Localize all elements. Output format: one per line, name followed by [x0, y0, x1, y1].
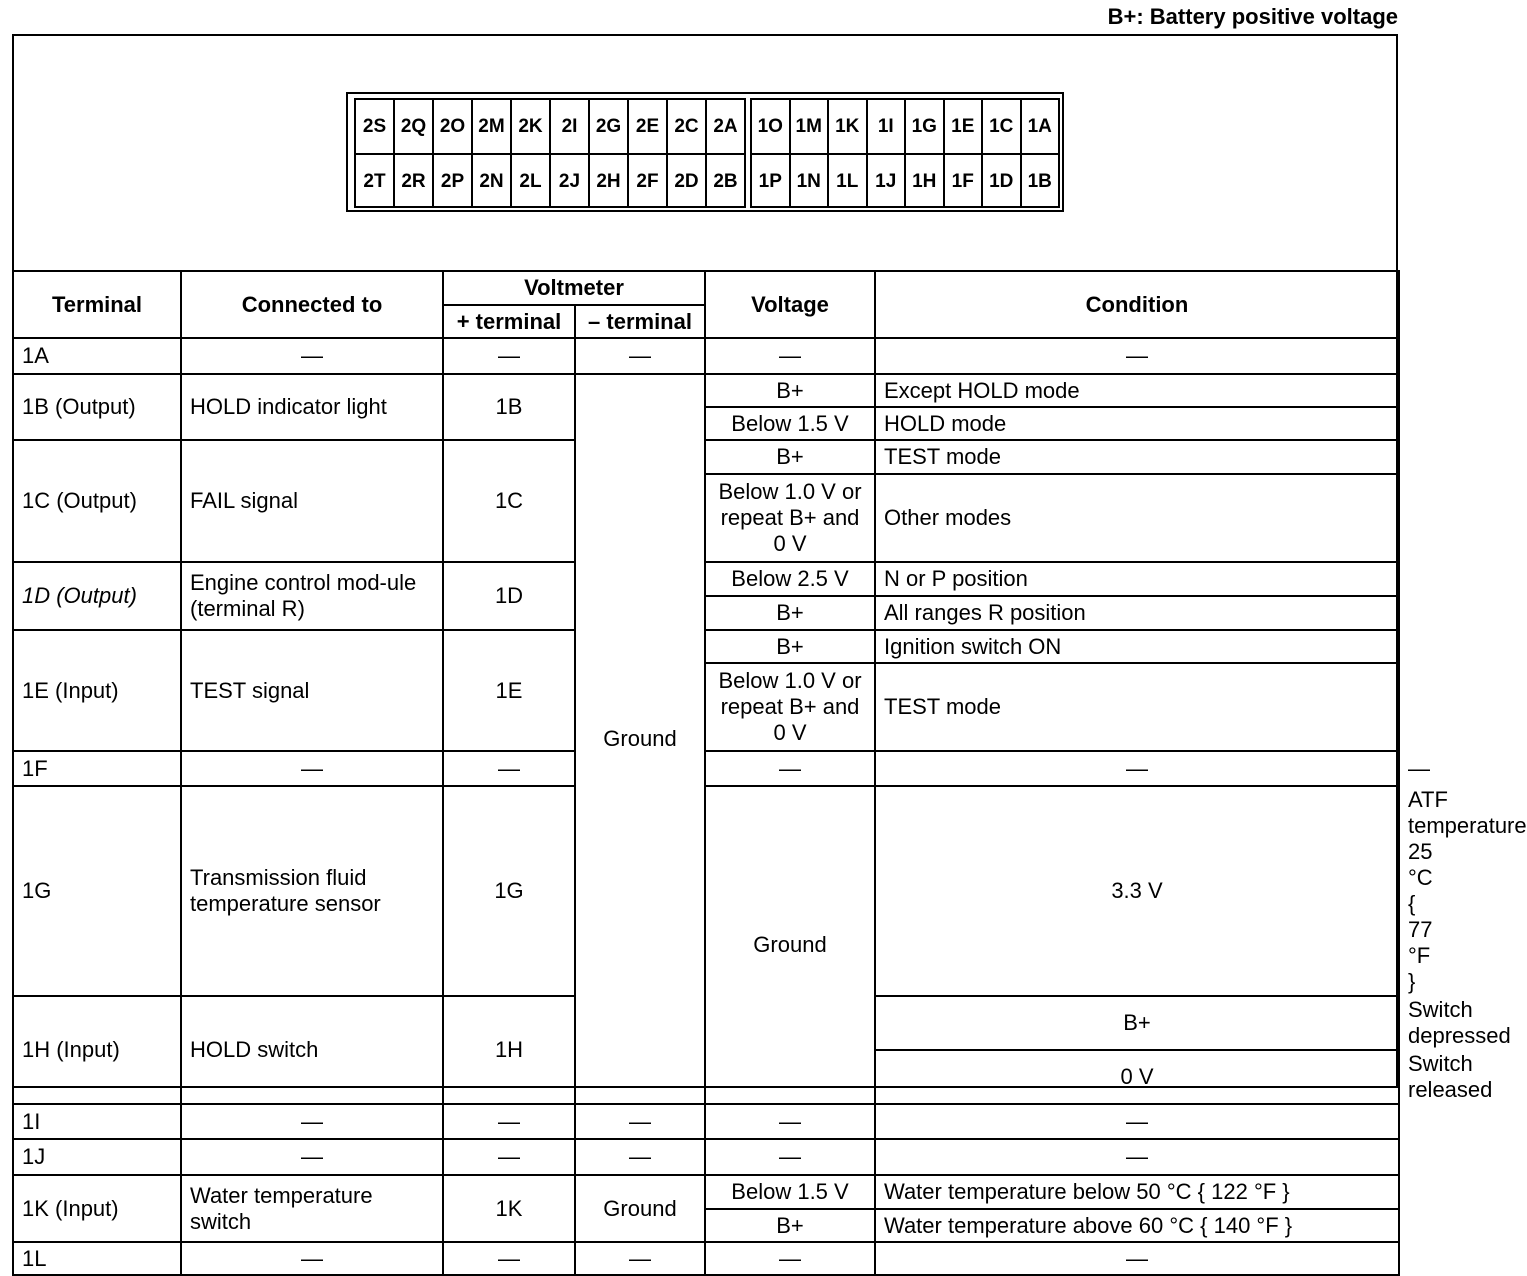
table-row — [13, 630, 1399, 663]
legend-note: B+: Battery positive voltage — [1107, 4, 1398, 29]
table-row — [13, 1104, 1399, 1139]
connector-pin: 1K — [829, 100, 868, 153]
connector-pin: 1H — [906, 155, 945, 208]
header-terminal: Terminal — [13, 271, 181, 338]
ground-cell: Ground — [575, 1175, 705, 1242]
dash-cell: — — [875, 751, 1399, 786]
dash-cell: — — [181, 751, 443, 786]
connector-pin: 1P — [752, 155, 791, 208]
table-row — [13, 562, 1399, 596]
dash-cell: — — [575, 338, 705, 374]
connector-pin: 2K — [512, 100, 551, 153]
table-row — [13, 338, 1399, 374]
voltage-cell: B+ — [705, 374, 875, 407]
ground-cell: Ground — [575, 374, 705, 1104]
dash-cell: — — [875, 1242, 1399, 1275]
dash-cell: — — [443, 1242, 575, 1275]
connector-pin: 2T — [356, 155, 395, 208]
connector-pin: 2G — [590, 100, 629, 153]
connector-diagram — [346, 92, 1064, 212]
connector-pin: 2F — [629, 155, 668, 208]
table-row — [13, 440, 1399, 474]
condition-cell: TEST mode — [875, 663, 1399, 751]
connector-pin: 2S — [356, 100, 395, 153]
terminal-cell: 1A — [13, 338, 181, 374]
terminal-cell: 1B (Output) — [13, 374, 181, 440]
table-row — [13, 1175, 1399, 1209]
voltage-cell: Below 1.0 V or repeat B+ and 0 V — [705, 474, 875, 562]
plus-terminal-cell: 1K — [443, 1175, 575, 1242]
voltage-cell: Below 1.0 V or repeat B+ and 0 V — [705, 663, 875, 751]
header-condition: Condition — [875, 271, 1399, 338]
condition-cell: Other modes — [875, 474, 1399, 562]
plus-terminal-cell: 1H — [443, 996, 575, 1104]
voltage-cell: 0 V — [875, 1050, 1399, 1104]
condition-cell: N or P position — [875, 562, 1399, 596]
header-connected-to: Connected to — [181, 271, 443, 338]
dash-cell: — — [181, 1139, 443, 1175]
connector-pin: 2R — [395, 155, 434, 208]
terminal-cell: 1K (Input) — [13, 1175, 181, 1242]
connector-pin: 2E — [629, 100, 668, 153]
connector-pin: 2I — [551, 100, 590, 153]
dash-cell: — — [443, 338, 575, 374]
dash-cell: — — [443, 1139, 575, 1175]
header-plus-terminal: + terminal — [443, 305, 575, 338]
dash-cell: — — [875, 338, 1399, 374]
voltage-cell: B+ — [705, 630, 875, 663]
connector-pin: 2P — [434, 155, 473, 208]
connector-pin: 2N — [473, 155, 512, 208]
voltage-cell: B+ — [705, 440, 875, 474]
connector-pin: 1M — [791, 100, 830, 153]
dash-cell: — — [181, 338, 443, 374]
connector-group-1 — [750, 98, 1060, 208]
table-row — [13, 374, 1399, 407]
condition-cell: Water temperature above 60 °C { 140 °F } — [875, 1209, 1399, 1242]
terminal-cell: 1I — [13, 1104, 181, 1139]
plus-terminal-cell: 1E — [443, 630, 575, 751]
connector-pin: 2A — [713, 115, 738, 137]
plus-terminal-cell: 1B — [443, 374, 575, 440]
connector-pin: 1N — [791, 155, 830, 208]
voltage-cell: 3.3 V — [875, 786, 1399, 996]
connector-pin: 1L — [829, 155, 868, 208]
connector-pin: 1F — [945, 155, 984, 208]
voltage-cell: B+ — [705, 1209, 875, 1242]
connector-pin: 2L — [512, 155, 551, 208]
header-voltage: Voltage — [705, 271, 875, 338]
connector-pin: 1G — [906, 100, 945, 153]
connector-pin: 1A — [1027, 115, 1052, 137]
condition-cell: HOLD mode — [875, 407, 1399, 440]
connected-cell: HOLD indicator light — [181, 374, 443, 440]
voltage-cell: Below 1.5 V — [705, 1175, 875, 1209]
connector-pin: 2Q — [395, 100, 434, 153]
connected-cell: Transmission fluid temperature sensor — [181, 786, 443, 996]
connector-pin: 2H — [590, 155, 629, 208]
connector-group-2 — [354, 98, 746, 208]
terminal-cell: 1H (Input) — [13, 996, 181, 1104]
connected-cell: TEST signal — [181, 630, 443, 751]
dash-cell: — — [181, 1104, 443, 1139]
terminal-cell: 1D (Output) — [13, 562, 181, 630]
dash-cell: — — [443, 1104, 575, 1139]
header-voltmeter: Voltmeter — [443, 271, 705, 305]
connector-pin: 1E — [945, 100, 984, 153]
condition-cell: TEST mode — [875, 440, 1399, 474]
terminal-cell: 1J — [13, 1139, 181, 1175]
dash-cell: — — [705, 1242, 875, 1275]
terminal-voltage-table — [12, 270, 1527, 1276]
connector-pin: 2M — [473, 100, 512, 153]
connector-pin: 2O — [434, 100, 473, 153]
terminal-cell: 1G — [13, 786, 181, 996]
table-row: 0 V Switch released — [13, 1050, 1399, 1104]
connector-pin: 1D — [983, 155, 1022, 208]
plus-terminal-cell: 1G — [443, 786, 575, 996]
connected-cell: Engine control mod-ule (terminal R) — [181, 562, 443, 630]
dash-cell: — — [705, 751, 875, 786]
dash-cell: — — [181, 1242, 443, 1275]
table-row — [13, 1139, 1399, 1175]
connector-pin: 2C — [668, 100, 707, 153]
table-row: 1F — — — — — — [13, 751, 1399, 786]
table-row: 1G Transmission fluid temperature sensor 1G Ground 3.3 V ATF temperature 25 °C { 77 °F } — [13, 786, 1399, 996]
plus-terminal-cell: 1C — [443, 440, 575, 562]
header-minus-terminal: – terminal — [575, 305, 705, 338]
terminal-cell: 1L — [13, 1242, 181, 1275]
voltage-cell: Below 1.5 V — [705, 407, 875, 440]
dash-cell: — — [875, 1104, 1399, 1139]
dash-cell: — — [575, 1242, 705, 1275]
voltage-cell: B+ — [705, 596, 875, 630]
dash-cell: — — [443, 751, 575, 786]
connector-pin: 1C — [983, 100, 1022, 153]
table-row: 1H (Input) HOLD switch 1H B+ Switch depressed — [13, 996, 1399, 1050]
connector-pin: 2B — [713, 170, 738, 192]
condition-cell: Water temperature below 50 °C { 122 °F } — [875, 1175, 1399, 1209]
connector-pin: 1J — [868, 155, 907, 208]
dash-cell: — — [875, 1139, 1399, 1175]
connected-cell: FAIL signal — [181, 440, 443, 562]
voltage-cell: Below 2.5 V — [705, 562, 875, 596]
ground-cell: Ground — [705, 786, 875, 1104]
dash-cell: — — [575, 1139, 705, 1175]
terminal-cell: 1E (Input) — [13, 630, 181, 751]
condition-cell: Ignition switch ON — [875, 630, 1399, 663]
connector-pin: 1O — [752, 100, 791, 153]
dash-cell: — — [705, 1139, 875, 1175]
connector-pin: 2D — [668, 155, 707, 208]
condition-cell: Except HOLD mode — [875, 374, 1399, 407]
connected-cell: HOLD switch — [181, 996, 443, 1104]
voltage-cell: B+ — [875, 996, 1399, 1050]
connector-pin: 1B — [1027, 170, 1052, 192]
connected-cell: Water temperature switch — [181, 1175, 443, 1242]
dash-cell: — — [705, 1104, 875, 1139]
dash-cell: — — [575, 1104, 705, 1139]
table-row — [13, 1242, 1399, 1275]
dash-cell: — — [705, 338, 875, 374]
terminal-cell: 1F — [13, 751, 181, 786]
connector-pin: 2J — [551, 155, 590, 208]
connector-pin: 1I — [868, 100, 907, 153]
condition-cell: All ranges R position — [875, 596, 1399, 630]
terminal-cell: 1C (Output) — [13, 440, 181, 562]
plus-terminal-cell: 1D — [443, 562, 575, 630]
